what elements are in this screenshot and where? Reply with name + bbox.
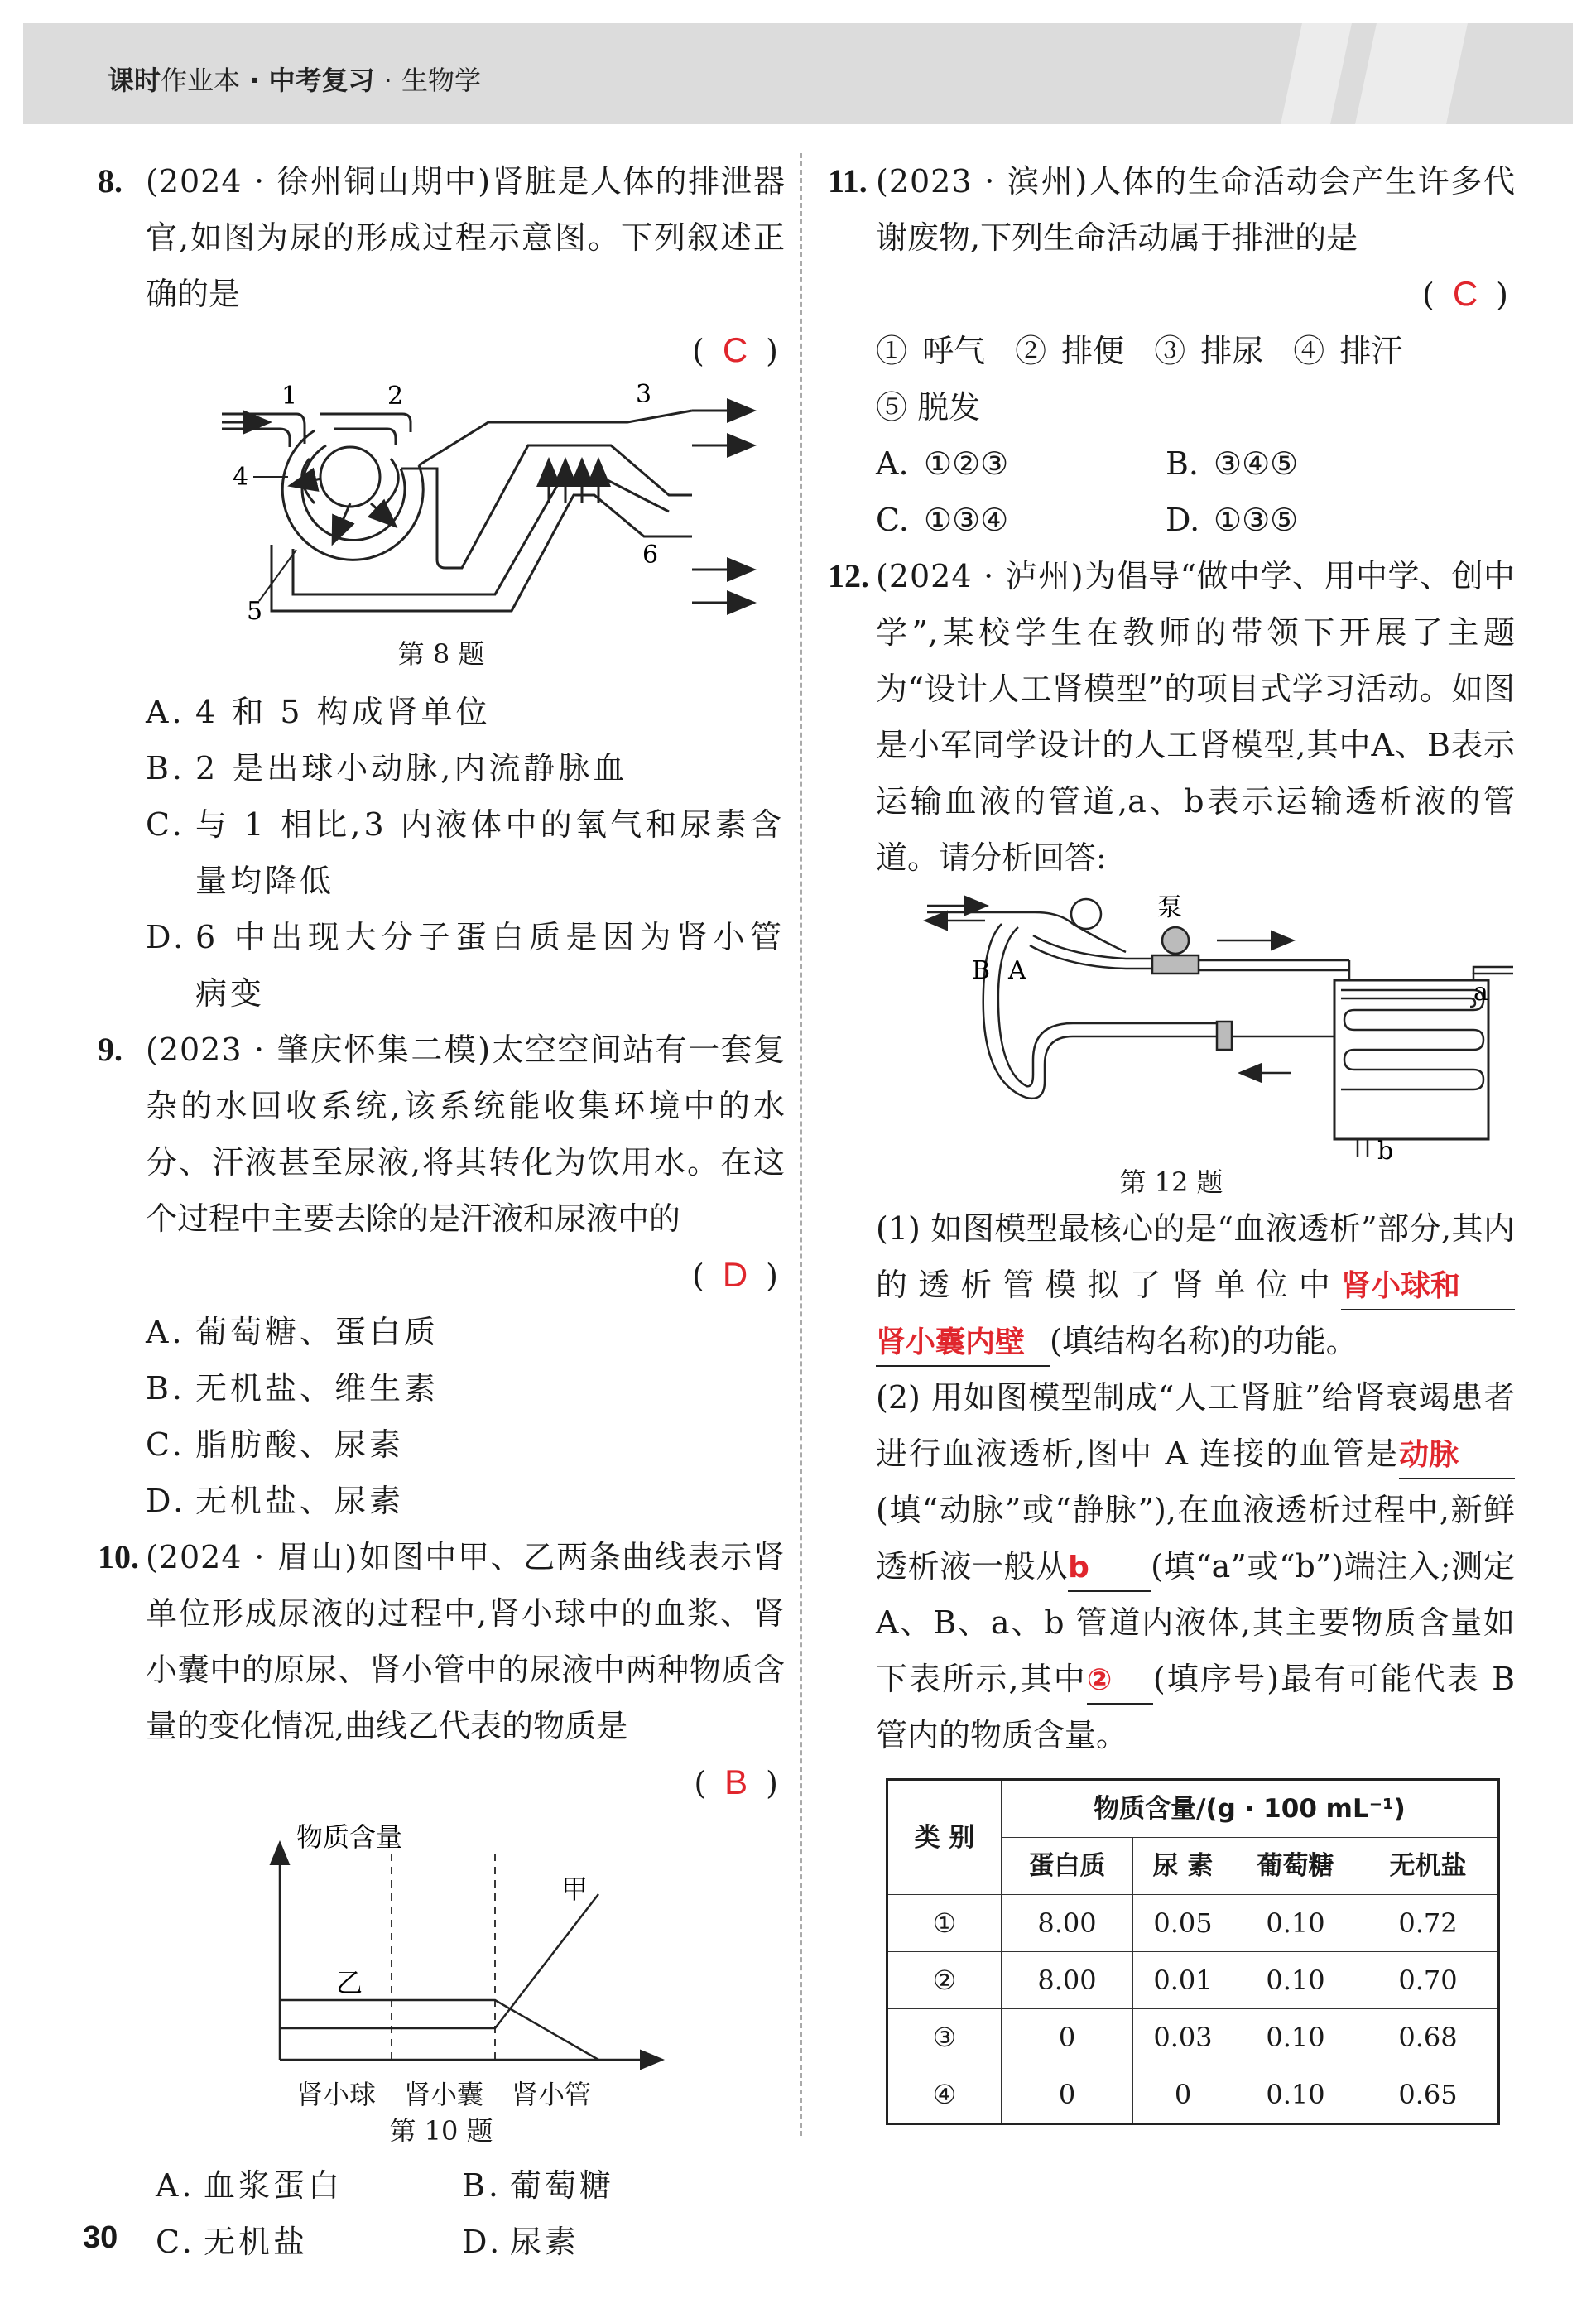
option-c[interactable]: C. ①③④: [876, 502, 1009, 538]
cell: 0.65: [1358, 2066, 1499, 2124]
answer-bracket: ( B ): [694, 1763, 778, 1801]
artificial-kidney-diagram: [828, 891, 1515, 1164]
option-a[interactable]: A. 4 和 5 构成肾单位: [146, 694, 491, 730]
label-5: 5: [247, 597, 263, 626]
option-d[interactable]: D. 6 中出现大分子蛋白质是因为肾小管病变: [146, 919, 785, 1012]
option-a[interactable]: A. ①②③: [876, 445, 1009, 482]
option-d[interactable]: D. 尿素: [462, 2224, 580, 2260]
table-group-header: 物质含量/(g · 100 mL⁻¹): [1002, 1780, 1499, 1838]
left-column: [98, 153, 785, 2270]
row-id: ④: [887, 2066, 1002, 2124]
label-3: 3: [636, 380, 652, 409]
item: ③ 排尿: [1154, 333, 1264, 369]
question-source: (2023 · 滨州): [876, 163, 1089, 200]
row-id: ①: [887, 1895, 1002, 1952]
label-a: a: [1473, 978, 1488, 1007]
sub-question-2: (2) 用如图模型制成“人工肾脏”给肾衰竭患者进行血液透析,图中 A 连接的血管是动脉(填“动脉”或“静脉”),在血液透析过程中,新鲜透析液一般从b (填“a”或“b”)端注入;测定 A、B、a、b 管道内液体,其主要物质含量如下表所示,其中② (填序号)最有可能代表 B 管内的物质含量。: [876, 1379, 1515, 1753]
question-number: 11.: [828, 162, 868, 200]
answer-blank[interactable]: b: [1068, 1546, 1151, 1592]
cell: 0.10: [1233, 2066, 1358, 2124]
table-row: [887, 2066, 1499, 2124]
question-source: (2024 · 泸州): [876, 558, 1084, 594]
cell: 0: [1133, 2066, 1233, 2124]
question-10: [98, 1529, 785, 1811]
option-d[interactable]: D. 无机盐、尿素: [146, 1483, 405, 1519]
item-list: [876, 323, 1515, 379]
label-b: b: [1377, 1137, 1394, 1164]
table-row: [887, 1895, 1499, 1952]
question-stem: 人体的生命活动会产生许多代谢废物,下列生命活动属于排泄的是: [876, 163, 1515, 256]
table-col-header: 蛋白质: [1002, 1838, 1133, 1895]
label-4: 4: [233, 463, 249, 492]
table-row: [887, 1952, 1499, 2009]
cell: 0: [1002, 2009, 1133, 2066]
question-9: [98, 1022, 785, 1304]
answer-letter: C: [1452, 274, 1478, 313]
options-11: [828, 435, 1515, 548]
cell: 0: [1002, 2066, 1133, 2124]
row-id: ③: [887, 2009, 1002, 2066]
y-axis-label: 物质含量: [296, 1821, 403, 1853]
curve-jia: [280, 1894, 598, 2028]
answer-letter: D: [722, 1255, 748, 1294]
header-title: 课时作业本 · 中考复习 · 生物学: [108, 65, 481, 96]
option-a[interactable]: A. 血浆蛋白: [156, 2167, 344, 2204]
x-tick-label: 肾小囊: [404, 2079, 484, 2110]
option-c[interactable]: C. 与 1 相比,3 内液体中的氧气和尿素含量均降低: [146, 806, 785, 899]
option-c[interactable]: C. 无机盐: [156, 2224, 309, 2260]
question-number: 12.: [828, 557, 869, 594]
answer-blank[interactable]: 动脉: [1399, 1433, 1515, 1479]
x-tick-label: 肾小管: [512, 2079, 592, 2110]
question-stem: 太空空间站有一套复杂的水回收系统,该系统能收集环境中的水分、汗液甚至尿液,将其转化为饮用水。在这个过程中主要去除的是汗液和尿液中的: [146, 1032, 785, 1237]
cell: 0.72: [1358, 1895, 1499, 1952]
label-B: B: [972, 956, 991, 985]
question-11: [828, 153, 1515, 435]
option-b[interactable]: B. 葡萄糖: [462, 2167, 615, 2204]
option-b[interactable]: B. 无机盐、维生素: [146, 1370, 440, 1407]
question-source: (2023 · 肇庆怀集二模): [146, 1032, 492, 1068]
question-stem: 为倡导“做中学、用中学、创中学”,某校学生在教师的带领下开展了主题为“设计人工肾模型”的项目式学习活动。如图是小军同学设计的人工肾模型,其中A、B表示运输血液的管道,a、b表示运输透析液的管道。请分析回答:: [876, 558, 1515, 876]
table-col-header: 尿 素: [1133, 1838, 1233, 1895]
right-column: [828, 153, 1515, 2125]
question-number: 10.: [98, 1538, 139, 1575]
figure-caption: 第 8 题: [397, 638, 485, 670]
cell: 0.05: [1133, 1895, 1233, 1952]
item: ⑤ 脱发: [876, 389, 981, 426]
cell: 0.01: [1133, 1952, 1233, 2009]
x-tick-label: 肾小球: [296, 2079, 377, 2110]
x-region-labels: [98, 2076, 785, 2113]
question-number: 8.: [98, 162, 123, 200]
label-A: A: [1008, 956, 1026, 985]
column-divider: [800, 153, 802, 2136]
item: ② 排便: [1015, 333, 1125, 369]
label-1: 1: [281, 382, 298, 411]
question-12: [828, 548, 1515, 886]
answer-letter: B: [724, 1763, 748, 1801]
figure-8: [98, 379, 785, 636]
table-header-category: 类 别: [887, 1780, 1002, 1895]
label-2: 2: [387, 382, 404, 411]
cell: 0.10: [1233, 1952, 1358, 2009]
answer-bracket: ( C ): [692, 330, 778, 369]
answer-blank[interactable]: 肾小球和: [1341, 1264, 1515, 1310]
curve-yi: [280, 2000, 598, 2060]
answer-bracket: ( C ): [1422, 274, 1508, 313]
option-d[interactable]: D. ①③⑤: [1166, 502, 1299, 538]
cell: 8.00: [1002, 1895, 1133, 1952]
page-number: 30: [83, 2220, 118, 2255]
series-label-jia: 甲: [561, 1873, 589, 1905]
question-stem: 肾脏是人体的排泄器官,如图为尿的形成过程示意图。下列叙述正确的是: [146, 163, 785, 312]
pump-label: 泵: [1157, 893, 1182, 922]
table-col-header: 无机盐: [1358, 1838, 1499, 1895]
question-source: (2024 · 眉山): [146, 1539, 358, 1575]
cell: 0.10: [1233, 2009, 1358, 2066]
option-b[interactable]: B. 2 是出球小动脉,内流静脉血: [146, 750, 628, 786]
options-9: [98, 1304, 785, 1529]
series-label-yi: 乙: [336, 1967, 363, 1998]
question-8: [98, 153, 785, 379]
cell: 0.68: [1358, 2009, 1499, 2066]
answer-blank[interactable]: 肾小囊内壁: [876, 1320, 1050, 1367]
substance-table: [886, 1778, 1500, 2125]
figure-10: [98, 1811, 785, 2076]
item: ④ 排汗: [1293, 333, 1403, 369]
answer-bracket: ( D ): [692, 1255, 778, 1294]
substance-chart: [98, 1811, 785, 2076]
table-col-header: 葡萄糖: [1233, 1838, 1358, 1895]
option-a[interactable]: A. 葡萄糖、蛋白质: [146, 1314, 440, 1350]
figure-caption: 第 12 题: [1119, 1166, 1223, 1198]
cell: 0.03: [1133, 2009, 1233, 2066]
cell: 0.10: [1233, 1895, 1358, 1952]
options-10: [98, 2157, 785, 2270]
figure-caption: 第 10 题: [389, 2115, 493, 2147]
cell: 0.70: [1358, 1952, 1499, 2009]
option-c[interactable]: C. 脂肪酸、尿素: [146, 1426, 405, 1463]
sub-question-1: (1) 如图模型最核心的是“血液透析”部分,其内的透析管模拟了肾单位中肾小球和肾小囊内壁 (填结构名称)的功能。: [828, 1200, 1515, 1369]
label-6: 6: [642, 541, 659, 570]
item: ① 呼气: [876, 333, 986, 369]
cell: 8.00: [1002, 1952, 1133, 2009]
row-id: ②: [887, 1952, 1002, 2009]
question-number: 9.: [98, 1031, 123, 1068]
question-source: (2024 · 徐州铜山期中): [146, 163, 492, 200]
table-row: [887, 2009, 1499, 2066]
option-b[interactable]: B. ③④⑤: [1166, 445, 1299, 482]
figure-12: [828, 891, 1515, 1164]
options-8: [98, 684, 785, 1022]
nephron-diagram: [98, 379, 785, 628]
answer-letter: C: [722, 330, 748, 369]
answer-blank[interactable]: ②: [1087, 1658, 1153, 1705]
question-stem: 如图中甲、乙两条曲线表示肾单位形成尿液的过程中,肾小球中的血浆、肾小囊中的原尿、肾小管中的尿液中两种物质含量的变化情况,曲线乙代表的物质是: [146, 1539, 785, 1744]
